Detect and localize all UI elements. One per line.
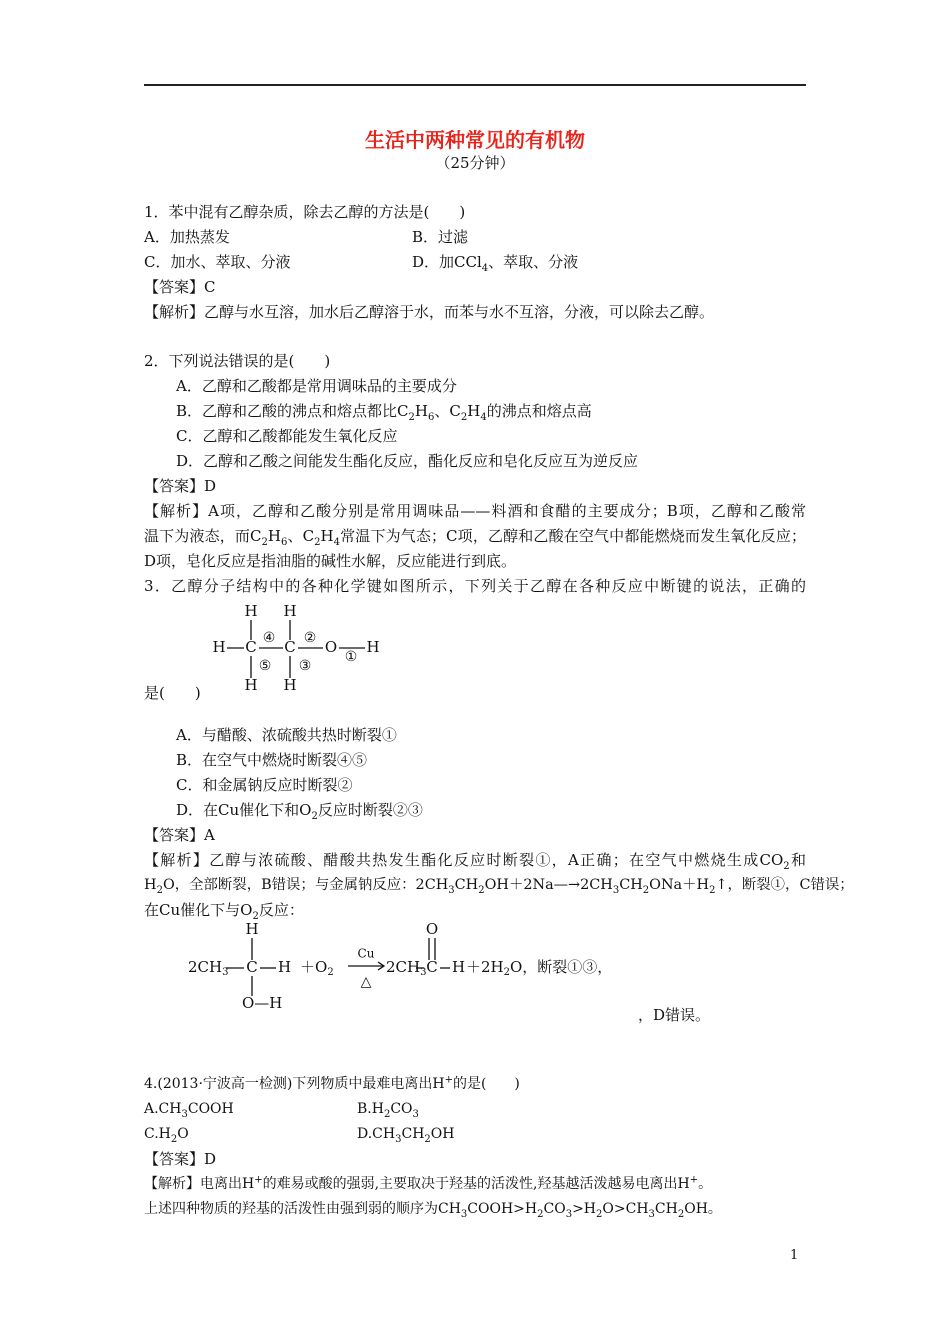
header-rule [144, 84, 806, 86]
q1-analysis: 【解析】乙醇与水互溶，加水后乙醇溶于水，而苯与水不互溶，分液，可以除去乙醇。 [144, 303, 715, 321]
q2-analysis-line3: D项，皂化反应是指油脂的碱性水解，反应能进行到底。 [144, 552, 517, 570]
h-top-left: H [244, 602, 258, 620]
svg-text:△: △ [360, 974, 372, 990]
svg-text:O—H: O—H [242, 994, 283, 1012]
svg-text:H: H [452, 958, 466, 976]
q3-analysis-line1: 【解析】乙醇与浓硫酸、醋酸共热发生酯化反应时断裂①，A正确；在空气中燃烧生成$CO_2$和 [144, 851, 806, 872]
time-limit: （25分钟） [435, 154, 515, 172]
page-title: 生活中两种常见的有机物 [365, 128, 585, 152]
q4-analysis-line1: 【解析】电离出H+的难易或酸的强弱,主要取决于羟基的活泼性,羟基越活泼越易电离出H+。 [144, 1174, 713, 1192]
q4-option-a: $A.CH_3COOH$ [144, 1101, 234, 1120]
svg-text:O: O [425, 920, 439, 938]
q4-option-d: $D.CH_3CH_2OH$ [357, 1126, 455, 1145]
svg-text:2CH3: $2CH_3$ [386, 958, 427, 978]
h-left: H [212, 638, 226, 656]
bond-label-3: ③ [298, 658, 312, 674]
q3-option-c: C．和金属钠反应时断裂② [176, 776, 353, 794]
svg-text:C: C [426, 958, 438, 976]
page-number: 1 [790, 1248, 799, 1263]
ethanol-bond-structure [205, 600, 395, 700]
h-bottom-right: H [283, 676, 297, 694]
q2-answer: 【答案】D [144, 477, 217, 495]
q1-option-c: C．加水、萃取、分液 [144, 253, 291, 271]
q3-answer: 【答案】A [144, 826, 215, 844]
q3-stem-line1: 3．乙醇分子结构中的各种化学键如图所示，下列关于乙醇在各种反应中断键的说法，正确的 [144, 577, 806, 595]
q3-stem-line2: 是( ) [144, 684, 201, 702]
svg-text:H: H [245, 920, 259, 938]
q3-option-d: D．在Cu催化下和$O_2$反应时断裂②③ [176, 801, 423, 822]
svg-text:＋O2: $+O_2$ [300, 958, 334, 978]
q2-option-b: B．乙醇和乙酸的沸点和熔点都比$C_2H_6$、$C_2H_4$的沸点和熔点高 [176, 402, 592, 423]
h-bottom-left: H [244, 676, 258, 694]
q1-option-b: B．过滤 [412, 228, 469, 246]
q3-option-a: A．与醋酸、浓硫酸共热时断裂① [176, 726, 397, 744]
q4-analysis-line2: 上述四种物质的羟基的活泼性由强到弱的顺序为$CH_3COOH>H_2CO_3>H_2O>CH_3CH_2OH$。 [144, 1201, 722, 1220]
q1-option-a: A．加热蒸发 [144, 228, 230, 246]
bond-label-1: ① [344, 649, 358, 665]
carbon-1: C [245, 638, 257, 656]
q1-option-d: D．加CCl$_4$、萃取、分液 [412, 253, 579, 274]
bond-label-5: ⑤ [258, 658, 272, 674]
q2-analysis-line2: 温下为液态，而$C_2H_6$、$C_2H_4$常温下为气态；C项，乙醇和乙酸在空气中都能燃烧而发生氧化反应； [144, 527, 806, 548]
svg-text:Cu: Cu [357, 946, 375, 961]
h-right: H [366, 638, 380, 656]
q4-option-c: $C.H_2O$ [144, 1126, 189, 1145]
q2-analysis-line1: 【解析】A项，乙醇和乙酸分别是常用调味品——料酒和食醋的主要成分；B项，乙醇和乙酸常 [144, 502, 806, 520]
bond-label-2: ② [303, 630, 317, 646]
q3-option-b: B．在空气中燃烧时断裂④⑤ [176, 751, 368, 769]
q4-answer: 【答案】D [144, 1150, 217, 1168]
svg-text:C: C [246, 958, 258, 976]
q3-analysis-line3: 在Cu催化下与$O_2$反应： [144, 901, 304, 922]
carbon-2: C [284, 638, 296, 656]
q1-answer: 【答案】C [144, 278, 216, 296]
q2-option-c: C．乙醇和乙酸都能发生氧化反应 [176, 427, 398, 445]
q3-analysis-tail: ，D错误。 [638, 1006, 711, 1024]
q4-option-b: $B.H_2CO_3$ [357, 1101, 419, 1120]
q2-option-d: D．乙醇和乙酸之间能发生酯化反应，酯化反应和皂化反应互为逆反应 [176, 452, 639, 470]
q4-stem: 4.(2013·宁波高一检测)下列物质中最难电离出H+的是( ) [144, 1074, 520, 1092]
svg-text:2CH3: $2CH_3$ [188, 958, 229, 978]
q2-option-a: A．乙醇和乙酸都是常用调味品的主要成分 [176, 377, 457, 395]
q3-analysis-line2: $H_2O$，全部断裂，B错误；与金属钠反应：$2CH_3CH_2OH+2Na—\to 2CH_3CH_2ONa+H_2↑$，断裂①，C错误； [144, 877, 854, 896]
bond-label-4: ④ [262, 630, 276, 646]
oxygen: O [324, 638, 338, 656]
q1-stem: 1．苯中混有乙醇杂质，除去乙醇的方法是( ) [144, 203, 466, 221]
svg-text:H: H [278, 958, 292, 976]
q2-stem: 2．下列说法错误的是( ) [144, 352, 331, 370]
oxidation-equation [188, 918, 648, 1018]
h-top-right: H [283, 602, 297, 620]
svg-text:＋2H2O，断裂①③，: $+2H_2O$，断裂①③， [466, 958, 613, 978]
